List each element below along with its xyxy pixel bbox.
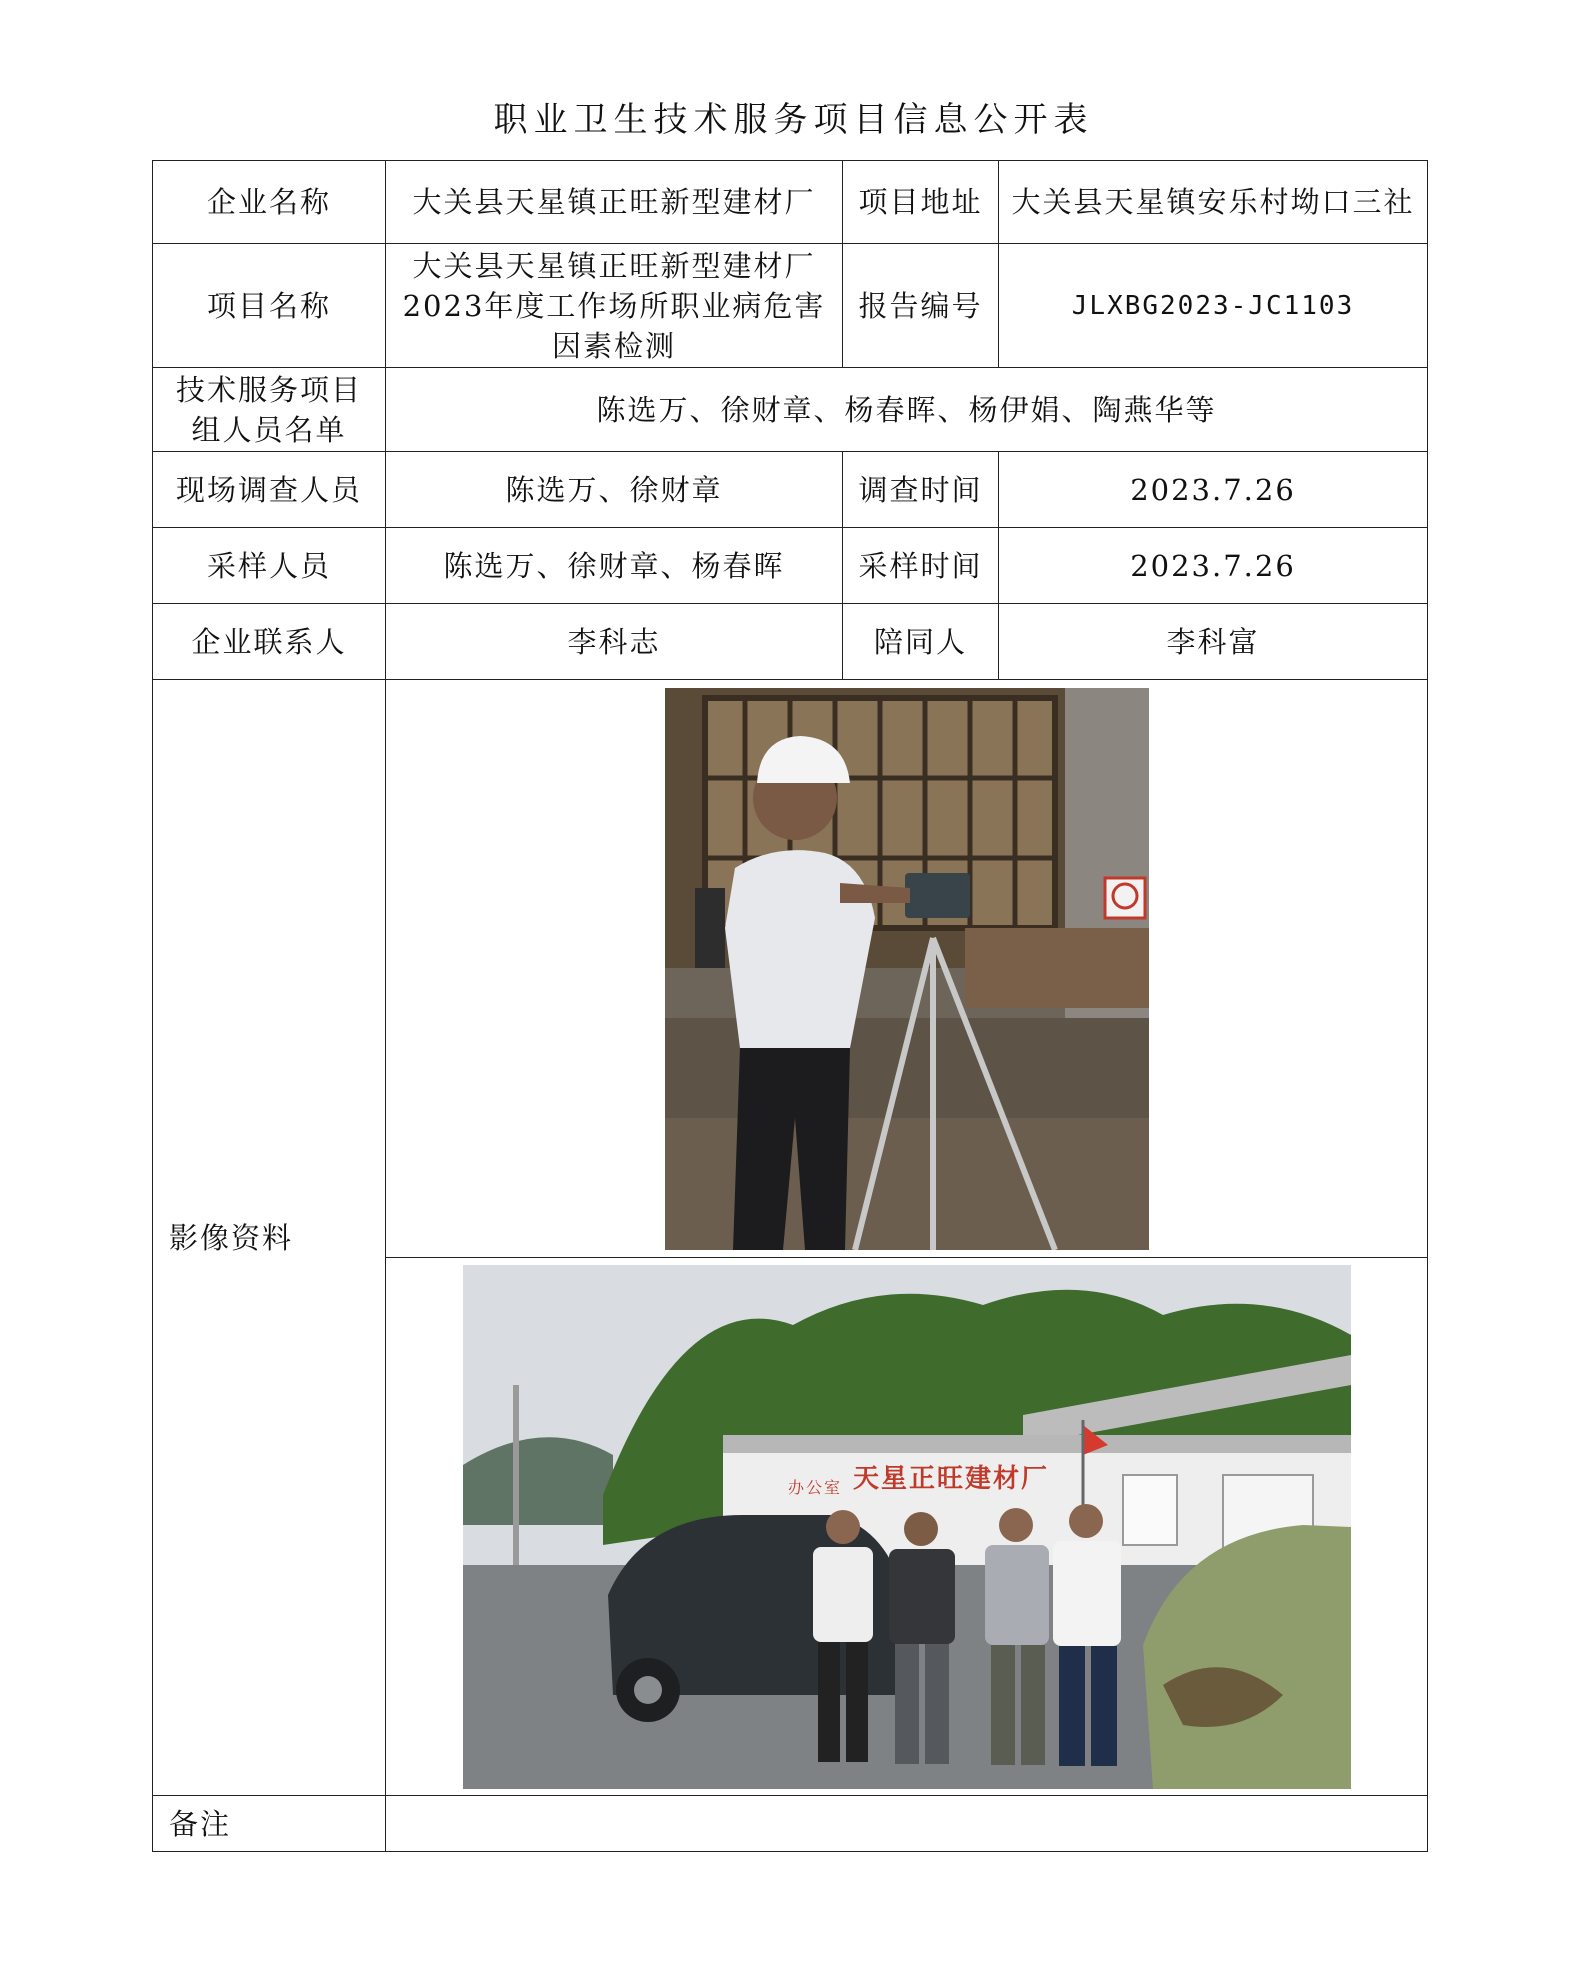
table-row [153,528,1428,604]
address-value: 大关县天星镇安乐村坳口三社 [999,161,1428,244]
contact-label: 企业联系人 [153,604,386,680]
table-row [153,244,1428,368]
survey-time-value: 2023.7.26 [999,452,1428,528]
team-label: 技术服务项目组人员名单 [153,368,386,452]
company-value: 大关县天星镇正旺新型建材厂 [386,161,843,244]
table-row [153,368,1428,452]
survey-staff-label: 现场调查人员 [153,452,386,528]
sampling-time-value: 2023.7.26 [999,528,1428,604]
address-label: 项目地址 [843,161,999,244]
info-table [152,160,1428,1852]
photo-sampling [665,688,1149,1250]
remarks-value [386,1796,1428,1852]
page-title: 职业卫生技术服务项目信息公开表 [493,100,1094,140]
project-label: 项目名称 [153,244,386,368]
contact-value: 李科志 [386,604,843,680]
table-row [153,161,1428,244]
sampling-staff-value: 陈选万、徐财章、杨春晖 [386,528,843,604]
sampling-staff-label: 采样人员 [153,528,386,604]
escort-label: 陪同人 [843,604,999,680]
survey-time-label: 调查时间 [843,452,999,528]
sampling-time-label: 采样时间 [843,528,999,604]
company-label: 企业名称 [153,161,386,244]
table-row [153,1796,1428,1852]
images-label: 影像资料 [153,680,386,1796]
report-no-label: 报告编号 [843,244,999,368]
table-row [153,604,1428,680]
photo-sign-text: 天星正旺建材厂 [852,1463,1049,1494]
project-value: 大关县天星镇正旺新型建材厂2023年度工作场所职业病危害因素检测 [386,244,843,368]
photo-door-text: 办公室 [787,1477,842,1497]
photo-cell-2 [386,1258,1428,1796]
survey-staff-value: 陈选万、徐财章 [386,452,843,528]
table-row [153,680,1428,1258]
photo-cell-1 [386,680,1428,1258]
escort-value: 李科富 [999,604,1428,680]
remarks-label: 备注 [153,1796,386,1852]
report-no-value: JLXBG2023-JC1103 [999,244,1428,368]
photo-group [463,1265,1351,1789]
table-row [153,452,1428,528]
team-value: 陈选万、徐财章、杨春晖、杨伊娟、陶燕华等 [386,368,1428,452]
